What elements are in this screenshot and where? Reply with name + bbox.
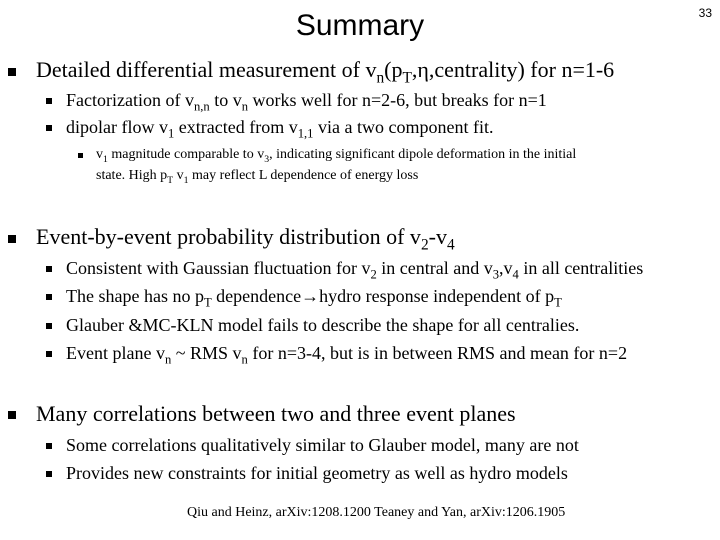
bullet-marker — [46, 266, 52, 272]
bullet-marker — [8, 411, 16, 419]
bullet-2-item-2: The shape has no $p_T$ dependence→hydro response independent of $p_T$ — [66, 286, 562, 310]
bullet-1-item-2: dipolar flow $v_1$ extracted from $v_{1,1}$ via a two component fit. — [66, 117, 494, 141]
bullet-2-item-1: Consistent with Gaussian fluctuation for $v_2$ in central and $v_3,v_4$ in all centralities — [66, 258, 644, 282]
bullet-1-subitem-1: $v_1$ magnitude comparable to $v_3$, indicating significant dipole deformation in the initial — [96, 147, 577, 165]
bullet-1: Detailed differential measurement of $v_n(p_T,\eta,centrality)$ for n=1-6 — [36, 57, 615, 87]
bullet-2-item-4: Event plane $v_n$ ~ RMS $v_n$ for n=3-4, but is in between RMS and mean for n=2 — [66, 343, 628, 367]
bullet-marker — [46, 98, 52, 104]
bullet-marker — [46, 323, 52, 329]
bullet-marker — [8, 68, 16, 76]
bullet-marker — [46, 443, 52, 449]
bullet-marker — [78, 153, 83, 158]
bullet-3: Many correlations between two and three event planes — [36, 401, 516, 426]
bullet-3-item-2: Provides new constraints for initial geometry as well as hydro models — [66, 463, 568, 483]
page-number: 33 — [698, 6, 712, 20]
bullet-1-subitem-1-continuation: state. High $p_T$ $v_1$ may reflect L dependence of energy loss — [96, 168, 419, 186]
bullet-marker — [46, 294, 52, 300]
arrow-icon: → — [301, 286, 320, 306]
reference-citation: Qiu and Heinz, arXiv:1208.1200 Teaney and Yan, arXiv:1206.1905 — [187, 505, 566, 520]
bullet-3-item-1: Some correlations qualitatively similar to Glauber model, many are not — [66, 435, 579, 455]
bullet-marker — [46, 125, 52, 131]
bullet-marker — [8, 235, 16, 243]
bullet-2: Event-by-event probability distribution of $v_2-v_4$ — [36, 224, 455, 254]
bullet-2-item-3: Glauber &MC-KLN model fails to describe the shape for all centralies. — [66, 315, 580, 335]
slide-title: Summary — [295, 9, 425, 42]
bullet-marker — [46, 471, 52, 477]
bullet-marker — [46, 351, 52, 357]
bullet-1-item-1: Factorization of $v_{n,n}$ to $v_n$ works well for n=2-6, but breaks for n=1 — [66, 90, 547, 114]
